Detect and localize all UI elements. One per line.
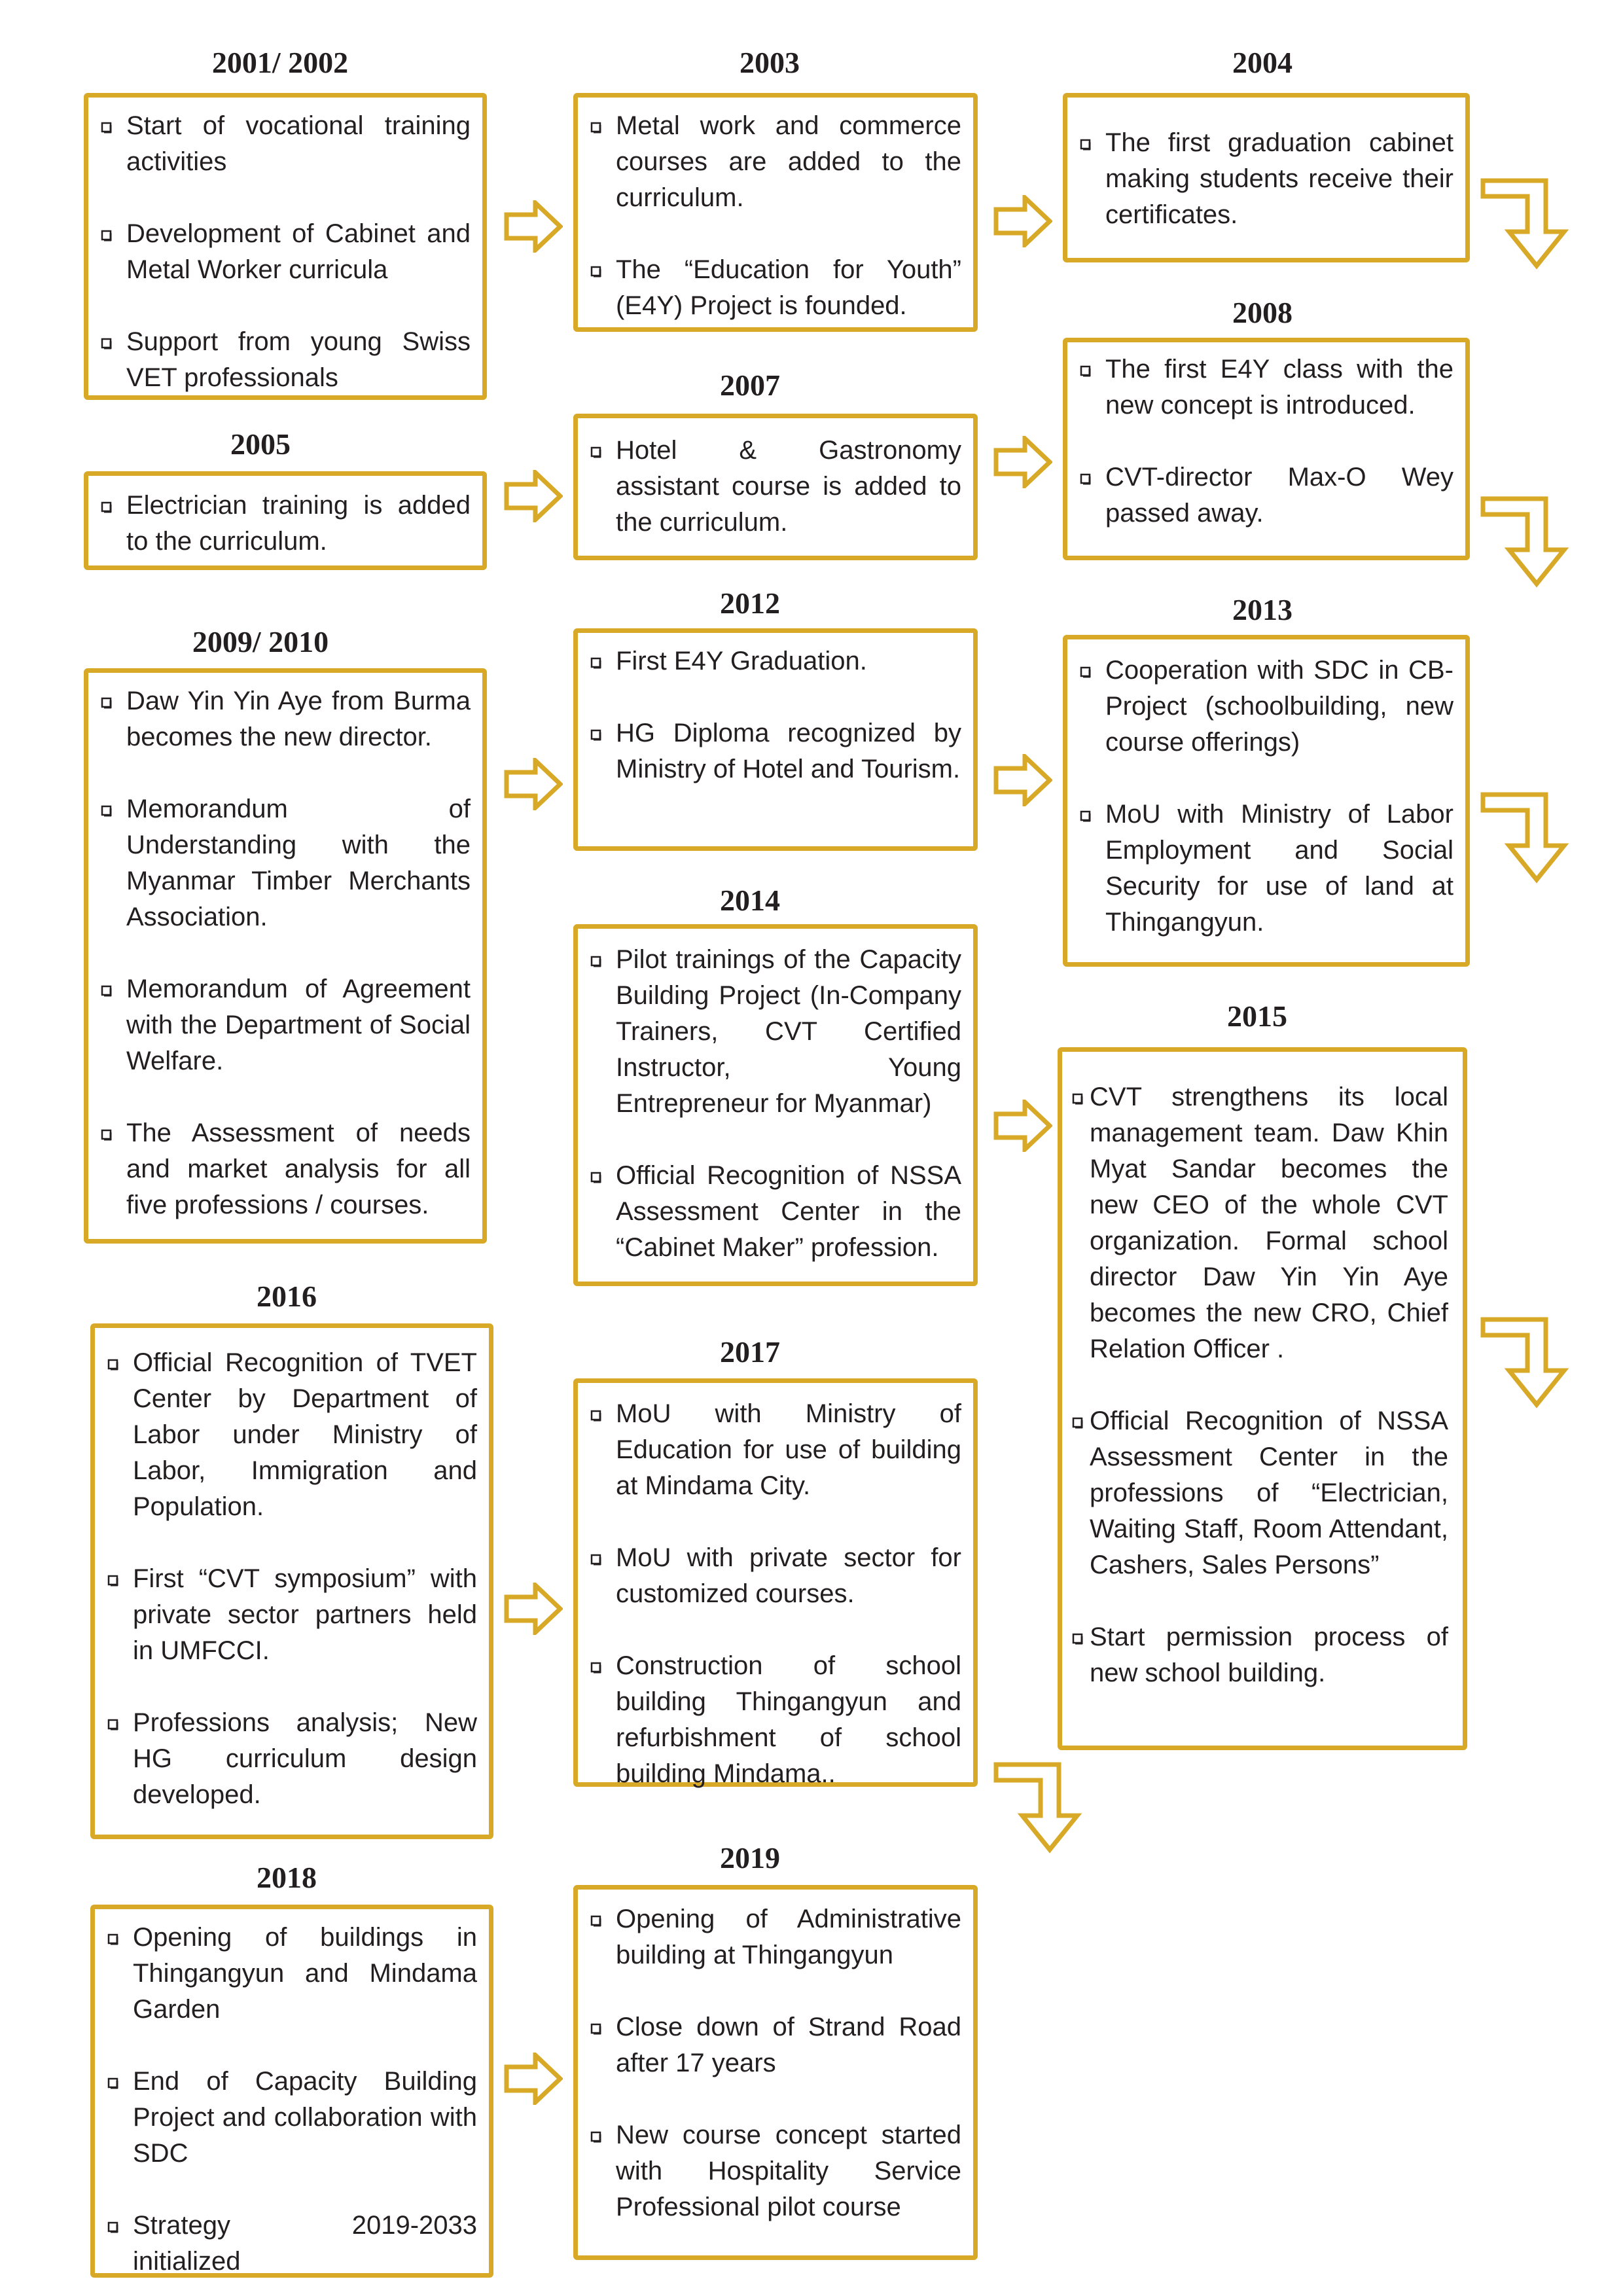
checkbox-bullet-icon: [590, 108, 616, 134]
checkbox-bullet-icon: [590, 433, 616, 459]
checkbox-bullet-icon: [107, 2064, 133, 2090]
checkbox-bullet-icon: [100, 108, 126, 134]
list-item: Support from young Swiss VET professionals: [100, 324, 471, 396]
checkbox-bullet-icon: [100, 216, 126, 242]
list-item: Professions analysis; New HG curriculum design developed.: [107, 1705, 477, 1813]
checkbox-bullet-icon: [590, 715, 616, 742]
arrow-down-turn-icon: [993, 1762, 1098, 1854]
list-item: Start of vocational training activities: [100, 108, 471, 180]
list-item: HG Diploma recognized by Ministry of Hotel and Tourism.: [590, 715, 961, 787]
list-item: Cooperation with SDC in CB-Project (schoolbuilding, new course offerings): [1079, 653, 1454, 761]
list-item: Close down of Strand Road after 17 years: [590, 2009, 961, 2081]
list-item: MoU with Ministry of Labor Employment and Social Security for use of land at Thingangyun.: [1079, 797, 1454, 941]
checkbox-bullet-icon: [590, 643, 616, 670]
timeline-box-2003: [573, 93, 978, 332]
list-item: Hotel & Gastronomy assistant course is added to the curriculum.: [590, 433, 961, 541]
checkbox-bullet-icon: [100, 324, 126, 350]
checkbox-bullet-icon: [1079, 653, 1105, 679]
year-heading: 2015: [1227, 999, 1287, 1033]
arrow-right-icon: [993, 195, 1052, 247]
arrow-right-icon: [504, 1583, 563, 1635]
list-item: Opening of Administrative building at Thingangyun: [590, 1901, 961, 1973]
list-item: Electrician training is added to the curriculum.: [100, 488, 471, 560]
list-item: Construction of school building Thingangyun and refurbishment of school building Mindama..: [590, 1648, 961, 1792]
year-heading: 2003: [740, 46, 800, 79]
year-heading: 2019: [720, 1841, 780, 1874]
list-item: Strategy 2019-2033 initialized: [107, 2208, 477, 2280]
checkbox-bullet-icon: [1079, 125, 1105, 151]
timeline-box-2016: [90, 1323, 493, 1839]
list-item: Memorandum of Understanding with the Myanmar Timber Merchants Association.: [100, 791, 471, 935]
timeline-box-2012: [573, 628, 978, 851]
checkbox-bullet-icon: [590, 1648, 616, 1674]
list-item: Development of Cabinet and Metal Worker curricula: [100, 216, 471, 288]
checkbox-bullet-icon: [100, 1115, 126, 1141]
timeline-box-2017: [573, 1378, 978, 1787]
checkbox-bullet-icon: [1071, 1619, 1090, 1645]
list-item: MoU with Ministry of Education for use of building at Mindama City.: [590, 1396, 961, 1504]
timeline-box-2009: [84, 668, 487, 1244]
list-item: Opening of buildings in Thingangyun and Mindama Garden: [107, 1920, 477, 2028]
timeline-box-2019: [573, 1885, 978, 2260]
year-heading: 2004: [1232, 46, 1293, 79]
year-heading: 2001/ 2002: [211, 46, 349, 79]
list-item: Official Recognition of TVET Center by Department of Labor under Ministry of Labor, Immigration and Population.: [107, 1345, 477, 1525]
arrow-right-icon: [504, 758, 563, 810]
timeline-box-2001: [84, 93, 487, 400]
checkbox-bullet-icon: [590, 252, 616, 278]
checkbox-bullet-icon: [590, 1540, 616, 1566]
list-item: CVT strengthens its local management team. Daw Khin Myat Sandar becomes the new CEO of the whole CVT organization. Formal school director Daw Yin Yin Aye becomes the new CRO, Chief Relation Officer .: [1071, 1079, 1448, 1367]
checkbox-bullet-icon: [590, 1901, 616, 1928]
year-heading: 2018: [257, 1861, 317, 1894]
checkbox-bullet-icon: [100, 488, 126, 514]
checkbox-bullet-icon: [1071, 1403, 1090, 1429]
list-item: The Assessment of needs and market analysis for all five professions / courses.: [100, 1115, 471, 1223]
year-heading: 2013: [1232, 593, 1293, 626]
year-heading: 2014: [720, 884, 780, 917]
checkbox-bullet-icon: [107, 1345, 133, 1371]
year-heading: 2016: [257, 1280, 317, 1313]
checkbox-bullet-icon: [107, 1561, 133, 1587]
year-heading: 2017: [720, 1335, 780, 1369]
list-item: The “Education for Youth” (E4Y) Project is founded.: [590, 252, 961, 324]
checkbox-bullet-icon: [100, 971, 126, 997]
timeline-box-2015: [1058, 1047, 1467, 1750]
list-item: Metal work and commerce courses are added to the curriculum.: [590, 108, 961, 216]
year-heading: 2012: [720, 586, 780, 620]
list-item: End of Capacity Building Project and collaboration with SDC: [107, 2064, 477, 2172]
list-item: Official Recognition of NSSA Assessment Center in the “Cabinet Maker” profession.: [590, 1158, 961, 1266]
list-item: CVT-director Max-O Wey passed away.: [1079, 459, 1454, 531]
arrow-right-icon: [504, 200, 563, 253]
list-item: First E4Y Graduation.: [590, 643, 961, 679]
checkbox-bullet-icon: [100, 683, 126, 709]
year-heading: 2005: [230, 427, 291, 461]
checkbox-bullet-icon: [100, 791, 126, 817]
checkbox-bullet-icon: [1079, 459, 1105, 486]
arrow-right-icon: [993, 754, 1052, 806]
checkbox-bullet-icon: [1079, 351, 1105, 378]
timeline-box-2008: [1063, 338, 1470, 560]
checkbox-bullet-icon: [590, 942, 616, 968]
timeline-box-2004: [1063, 93, 1470, 262]
checkbox-bullet-icon: [1079, 797, 1105, 823]
list-item: The first graduation cabinet making students receive their certificates.: [1079, 125, 1454, 233]
timeline-box-2007: [573, 414, 978, 560]
timeline-box-2018: [90, 1905, 493, 2278]
checkbox-bullet-icon: [1071, 1079, 1090, 1105]
arrow-down-turn-icon: [1480, 792, 1585, 884]
checkbox-bullet-icon: [590, 2117, 616, 2144]
list-item: Memorandum of Agreement with the Department of Social Welfare.: [100, 971, 471, 1079]
arrow-right-icon: [993, 1100, 1052, 1152]
list-item: Pilot trainings of the Capacity Building Project (In-Company Trainers, CVT Certified Instructor, Young Entrepreneur for Myanmar): [590, 942, 961, 1122]
arrow-down-turn-icon: [1480, 1317, 1585, 1408]
arrow-right-icon: [504, 470, 563, 522]
checkbox-bullet-icon: [590, 1158, 616, 1184]
arrow-right-icon: [993, 436, 1052, 488]
arrow-down-turn-icon: [1480, 178, 1585, 270]
arrow-right-icon: [504, 2053, 563, 2105]
year-heading: 2008: [1232, 296, 1293, 329]
list-item: Start permission process of new school building.: [1071, 1619, 1448, 1691]
list-item: The first E4Y class with the new concept is introduced.: [1079, 351, 1454, 423]
list-item: Official Recognition of NSSA Assessment Center in the professions of “Electrician, Waiting Staff, Room Attendant, Cashers, Sales Persons”: [1071, 1403, 1448, 1583]
list-item: Daw Yin Yin Aye from Burma becomes the new director.: [100, 683, 471, 755]
list-item: First “CVT symposium” with private sector partners held in UMFCCI.: [107, 1561, 477, 1669]
checkbox-bullet-icon: [590, 1396, 616, 1422]
year-heading: 2009/ 2010: [192, 625, 329, 658]
list-item: MoU with private sector for customized courses.: [590, 1540, 961, 1612]
timeline-box-2014: [573, 924, 978, 1286]
arrow-down-turn-icon: [1480, 496, 1585, 588]
year-heading: 2007: [720, 368, 780, 402]
checkbox-bullet-icon: [590, 2009, 616, 2036]
checkbox-bullet-icon: [107, 1920, 133, 1946]
timeline-box-2005: [84, 471, 487, 570]
checkbox-bullet-icon: [107, 2208, 133, 2234]
timeline-box-2013: [1063, 635, 1470, 967]
checkbox-bullet-icon: [107, 1705, 133, 1731]
list-item: New course concept started with Hospitality Service Professional pilot course: [590, 2117, 961, 2225]
